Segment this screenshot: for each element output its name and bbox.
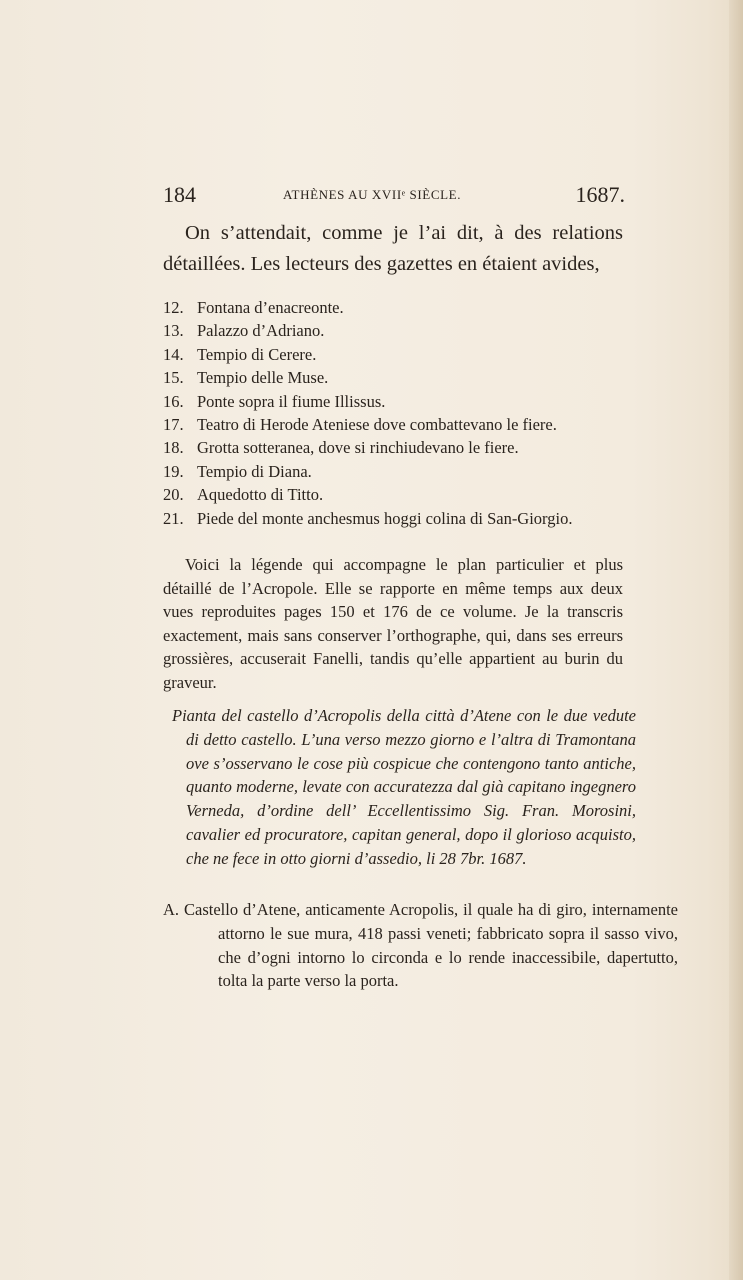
legend-item-number: 16. [163, 391, 184, 411]
legend-entry-a: A. Castello d’Atene, anticamente Acropolis, il quale ha di giro, internamente attorno le sue mura, 418 passi veneti; fabbricato sopra il sasso vivo, che d’ogni intorno lo circonda e lo rende inaccessibile, dapertutto, tolta la parte verso la porta. [163, 900, 678, 991]
header-year: 1687. [575, 182, 625, 207]
legend-item [163, 390, 623, 413]
page-number: 184 [163, 182, 196, 207]
legend-item-text: Ponte sopra il fiume Illissus. [197, 391, 386, 411]
legend-item [163, 436, 623, 459]
page-edge [729, 0, 743, 1280]
legend-item-number: 18. [163, 438, 184, 458]
running-title: ATHÈNES AU XVIIᵉ SIÈCLE. [283, 187, 462, 202]
legend-item-number: 13. [163, 321, 184, 341]
legend-item-text: Palazzo d’Adriano. [197, 321, 325, 341]
lead-paragraph [163, 218, 623, 280]
legend-item [163, 483, 623, 506]
legend-item [163, 460, 623, 483]
legend-list [163, 296, 623, 530]
italic-caption: Pianta del castello d’Acropolis della città d’Atene con le due vedute di detto castello. L’una verso mezzo giorno e l’altra di Tramontana ove s’osservano le cose più cospicue che contengono tanto antiche, quanto moderne, levate con accuratezza dal già capitano ingegnero Verneda, d’ordine dell’ Eccellentissimo Sig. Fran. Morosini, cavalier ed procuratore, capitan general, dopo il glorioso acquisto, che ne fece in otto giorni d’assedio, li 28 7br. 1687. [172, 706, 636, 868]
legend-item-number: 21. [163, 508, 184, 528]
legend-item-text: Aquedotto di Titto. [197, 485, 324, 505]
lead-text: On s’attendait, comme je l’ai dit, à des relations détaillées. Les lecteurs des gazettes en étaient avides, [163, 222, 623, 275]
legend-item-text: Tempio di Diana. [197, 461, 312, 481]
legend-item-text: Grotta sotteranea, dove si rinchiudevano le fiere. [197, 438, 519, 458]
legend-item-text: Piede del monte anchesmus hoggi colina di San-Giorgio. [197, 508, 573, 528]
legend-item-text: Teatro di Herode Ateniese dove combattevano le fiere. [197, 415, 557, 435]
legend-item [163, 507, 623, 530]
legend-item-text: Fontana d’enacreonte. [197, 298, 344, 317]
legend-item-number: 12. [163, 298, 184, 317]
legend-item-text: Tempio delle Muse. [197, 368, 329, 388]
page-header [163, 182, 623, 210]
body-paragraph: Voici la légende qui accompagne le plan particulier et plus détaillé de l’Acropole. Elle se rapporte en même temps aux deux vues reproduites pages 150 et 176 de ce volume. Je la transcris exactement, mais sans conserver l’orthographe, qui, dans ses erreurs grossières, accuserait Fanelli, tandis qu’elle appartient au burin du graveur. [163, 555, 623, 692]
legend-item-number: 20. [163, 485, 184, 505]
legend-item [163, 319, 623, 342]
legend-item [163, 366, 623, 389]
legend-item [163, 296, 623, 319]
legend-item-number: 19. [163, 461, 184, 481]
legend-item-number: 14. [163, 344, 184, 364]
legend-item-number: 15. [163, 368, 184, 388]
legend-item-number: 17. [163, 415, 184, 435]
legend-item [163, 343, 623, 366]
legend-item [163, 413, 623, 436]
legend-item-text: Tempio di Cerere. [197, 344, 317, 364]
